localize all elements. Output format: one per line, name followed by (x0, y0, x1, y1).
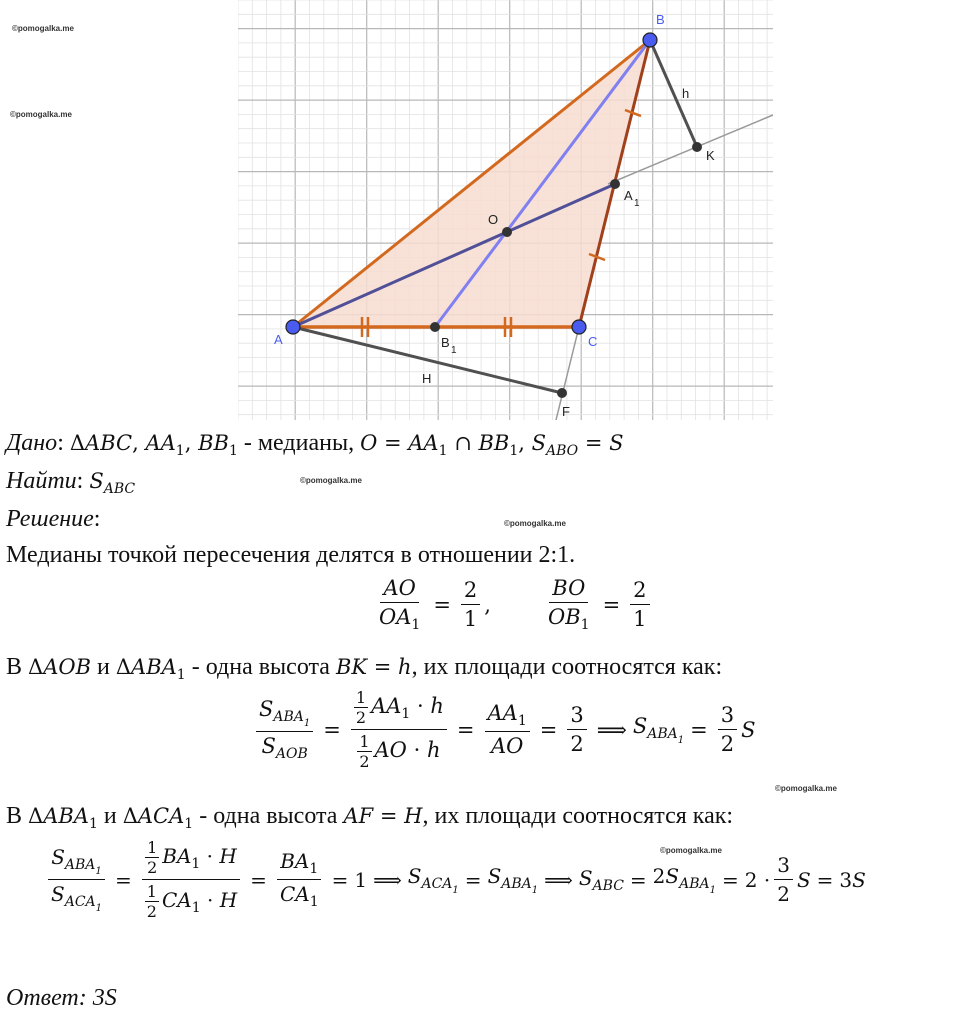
watermark: ©pomogalka.me (300, 476, 362, 485)
point-o (502, 227, 512, 237)
watermark: ©pomogalka.me (504, 519, 566, 528)
point-b1 (430, 322, 440, 332)
point-a1 (610, 179, 620, 189)
point-a (286, 320, 300, 334)
median-aa1-extension (608, 115, 773, 184)
solution-label: Решение (6, 506, 94, 532)
given-label: Дано (6, 430, 58, 456)
watermark: ©pomogalka.me (775, 784, 837, 793)
given-medians-text: - медианы, (237, 430, 361, 456)
label-h-small: h (682, 86, 690, 101)
answer-line: Ответ: 3S (6, 985, 117, 1011)
label-c: C (588, 334, 598, 349)
find-line: Найти: $S_{ABC}$ (6, 468, 136, 497)
label-o: O (488, 212, 499, 227)
formula-ratio: $\frac{AO}{OA_1}$ = $\frac{2}{1}$ , $\frac{BO}{OB_1}$ = $\frac{2}{1}$ (372, 576, 654, 633)
label-k: K (706, 148, 715, 163)
given-line: Дано: ΔABC, $AA_1$, $BB_1$ - медианы, $O = AA_1$ ∩ $BB_1$, $S_{ABO} = S$ (6, 430, 624, 459)
label-a: A (274, 332, 283, 347)
point-k (692, 142, 702, 152)
label-b1-sub: 1 (451, 345, 457, 356)
watermark: ©pomogalka.me (10, 110, 72, 119)
answer-label: Ответ (6, 985, 79, 1011)
answer-value: 3S (86, 985, 117, 1011)
solution-line: Решение: (6, 506, 101, 532)
medians-ratio-text: Медианы точкой пересечения делятся в отношении 2:1. (6, 542, 576, 568)
watermark: ©pomogalka.me (12, 24, 74, 33)
height-bk (650, 40, 697, 147)
height-bk-text: В ΔAOB и $\Delta ABA_1$ - одна высота BK = h, их площади соотносятся как: (6, 654, 723, 683)
label-h-large: H (422, 371, 432, 386)
height-af-text: В $\Delta ABA_1$ и $\Delta ACA_1$ - одна высота AF = H, их площади соотносятся как: (6, 803, 734, 832)
label-a1: A (624, 188, 633, 203)
label-a1-sub: 1 (634, 198, 640, 209)
geometry-figure (238, 0, 773, 420)
find-label: Найти (6, 468, 77, 494)
label-b1: B (441, 335, 450, 350)
label-f: F (562, 404, 570, 419)
formula-area-ratio-1: $\frac{S_{ABA_1}}{S_{AOB}}$ = $\frac{1}{2}$ $AA_1 \cdot h$ $\frac{1}{2}$ AO · h = $\frac{AA_1}{AO}$ = $\frac{3}{2}$ ⟹ $S_{ABA_1}$ = $\frac{3}{2}$ S (252, 688, 756, 771)
point-f (557, 388, 567, 398)
formula-area-ratio-2: $\frac{S_{ABA_1}}{S_{ACA_1}}$ = $\frac{1}{2}$ $BA_1 \cdot H$ $\frac{1}{2}$ $CA_1 \cdot H$ = $\frac{BA_1}{CA_1}$ = 1 ⟹ $S_{ACA_1}$ = $S_{ABA_1}$ ⟹ $S_{ABC}$ = $2S_{ABA_1}$ = 2 · $\frac{3}{2}$ S = 3S (44, 838, 866, 921)
label-b: B (656, 12, 665, 27)
watermark: ©pomogalka.me (660, 846, 722, 855)
point-c (572, 320, 586, 334)
point-b (643, 33, 657, 47)
